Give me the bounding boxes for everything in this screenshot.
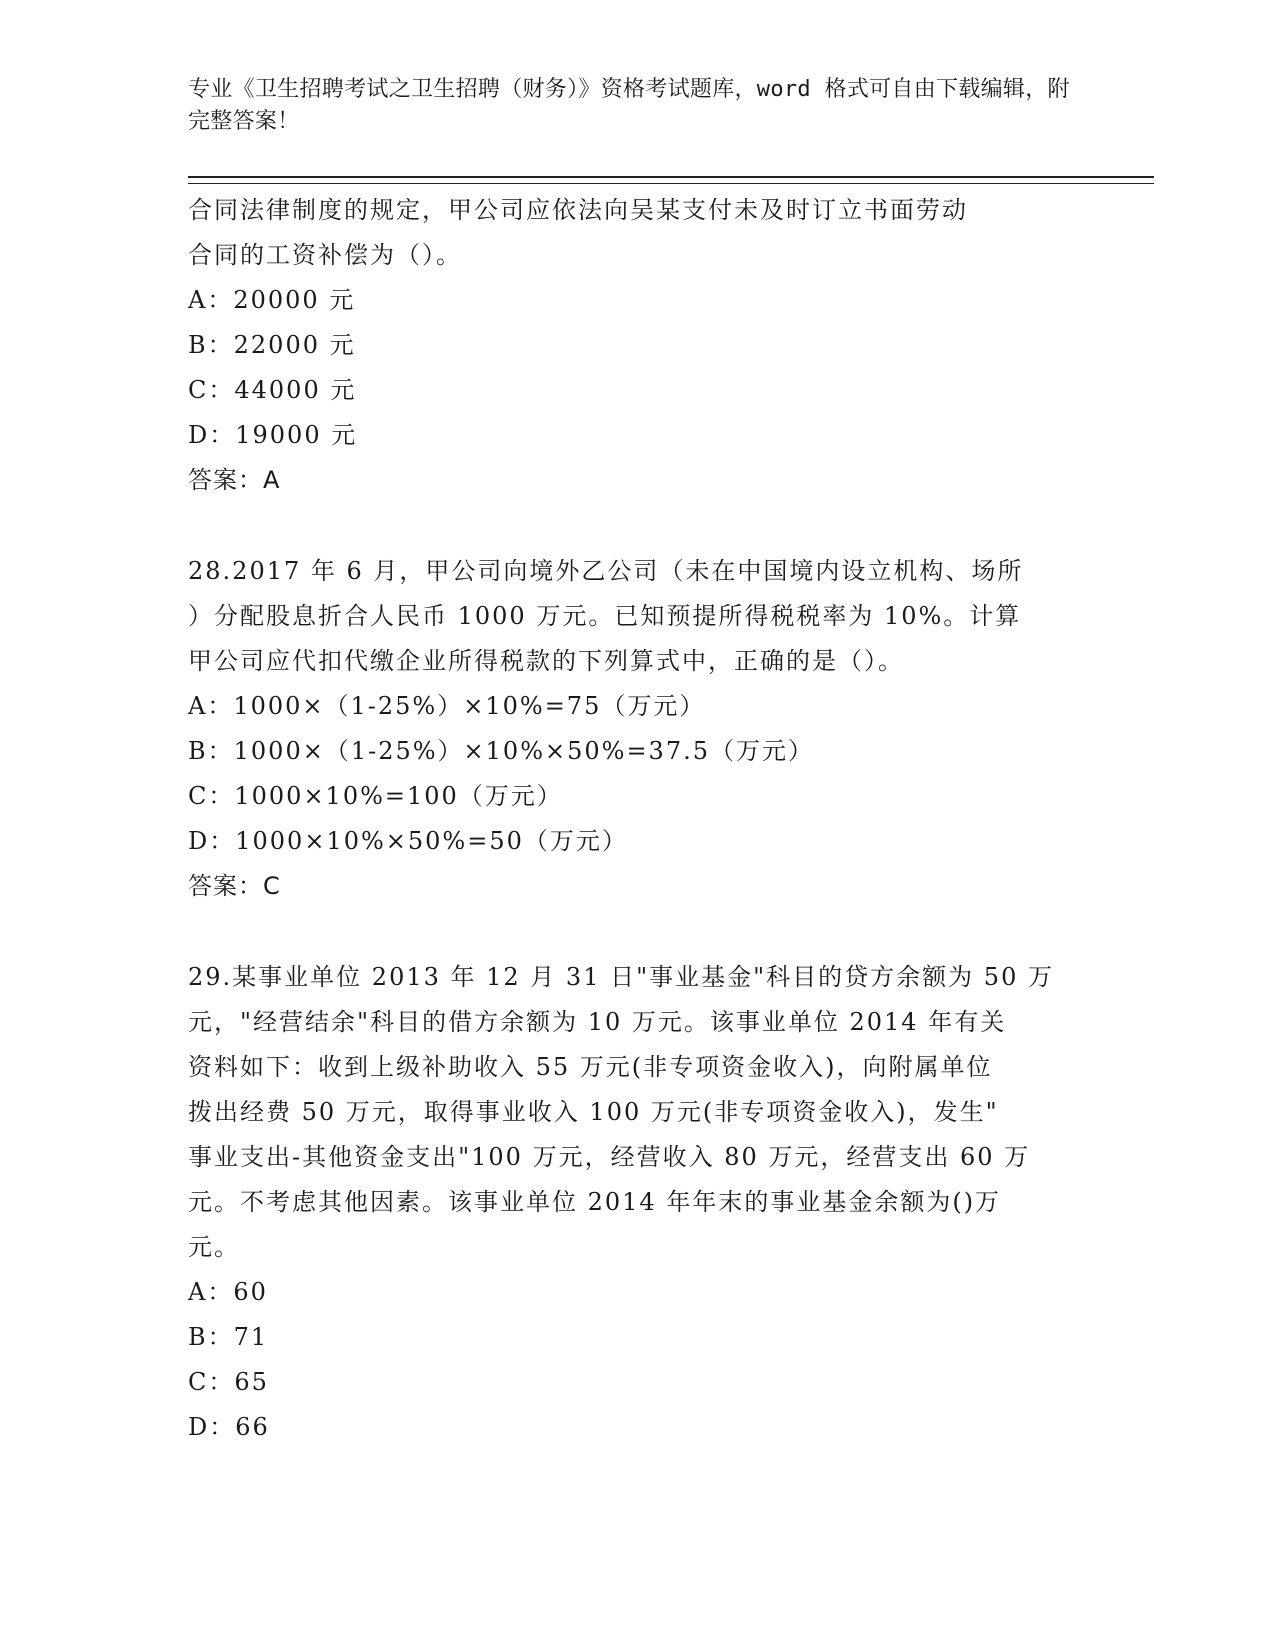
option-c: C：65	[188, 1368, 269, 1396]
question-stem-line: 元，"经营结余"科目的借方余额为 10 万元。该事业单位 2014 年有关	[188, 1008, 1007, 1036]
document-header	[188, 74, 1088, 138]
question-stem-line: 甲公司应代扣代缴企业所得税款的下列算式中，正确的是（）。	[188, 647, 904, 675]
question-stem-line: ）分配股息折合人民币 1000 万元。已知预提所得税税率为 10%。计算	[188, 602, 1022, 630]
question-stem-line: 29.某事业单位 2013 年 12 月 31 日"事业基金"科目的贷方余额为 50 万	[188, 963, 1054, 991]
option-b: B：1000×（1-25%）×10%×50%=37.5（万元）	[188, 737, 814, 765]
question-block	[188, 188, 1068, 503]
option-a: A：20000 元	[188, 286, 356, 314]
question-spacer	[188, 909, 1068, 955]
header-divider-thin	[188, 183, 1154, 184]
question-stem-line: 拨出经费 50 万元，取得事业收入 100 万元(非专项资金收入)，发生"	[188, 1098, 999, 1126]
question-stem-line: 元。不考虑其他因素。该事业单位 2014 年年末的事业基金余额为()万	[188, 1188, 1002, 1216]
option-d: D：66	[188, 1413, 270, 1441]
option-d: D：19000 元	[188, 421, 358, 449]
question-stem-line: 合同的工资补偿为（）。	[188, 241, 462, 269]
question-stem-line: 资料如下：收到上级补助收入 55 万元(非专项资金收入)，向附属单位	[188, 1053, 993, 1081]
question-stem-line: 合同法律制度的规定，甲公司应依法向吴某支付未及时订立书面劳动	[188, 196, 968, 224]
question-block	[188, 955, 1068, 1450]
answer-label: 答案：C	[188, 872, 281, 900]
option-b: B：22000 元	[188, 331, 356, 359]
question-stem-line: 元。	[188, 1233, 240, 1261]
question-spacer	[188, 503, 1068, 549]
option-a: A：60	[188, 1278, 268, 1306]
question-stem-line: 28.2017 年 6 月，甲公司向境外乙公司（未在中国境内设立机构、场所	[188, 557, 1024, 585]
answer-label: 答案：A	[188, 466, 281, 494]
header-intro-text: 专业《卫生招聘考试之卫生招聘（财务）》资格考试题库，word 格式可自由下载编辑，附完整答案！	[188, 77, 1070, 134]
question-block	[188, 549, 1068, 909]
option-c: C：1000×10%=100（万元）	[188, 782, 563, 810]
option-d: D：1000×10%×50%=50（万元）	[188, 827, 628, 855]
question-list	[188, 188, 1068, 1450]
option-a: A：1000×（1-25%）×10%=75（万元）	[188, 692, 706, 720]
question-stem-line: 事业支出-其他资金支出"100 万元，经营收入 80 万元，经营支出 60 万	[188, 1143, 1031, 1171]
option-c: C：44000 元	[188, 376, 357, 404]
option-b: B：71	[188, 1323, 269, 1351]
header-divider-thick	[188, 176, 1154, 178]
